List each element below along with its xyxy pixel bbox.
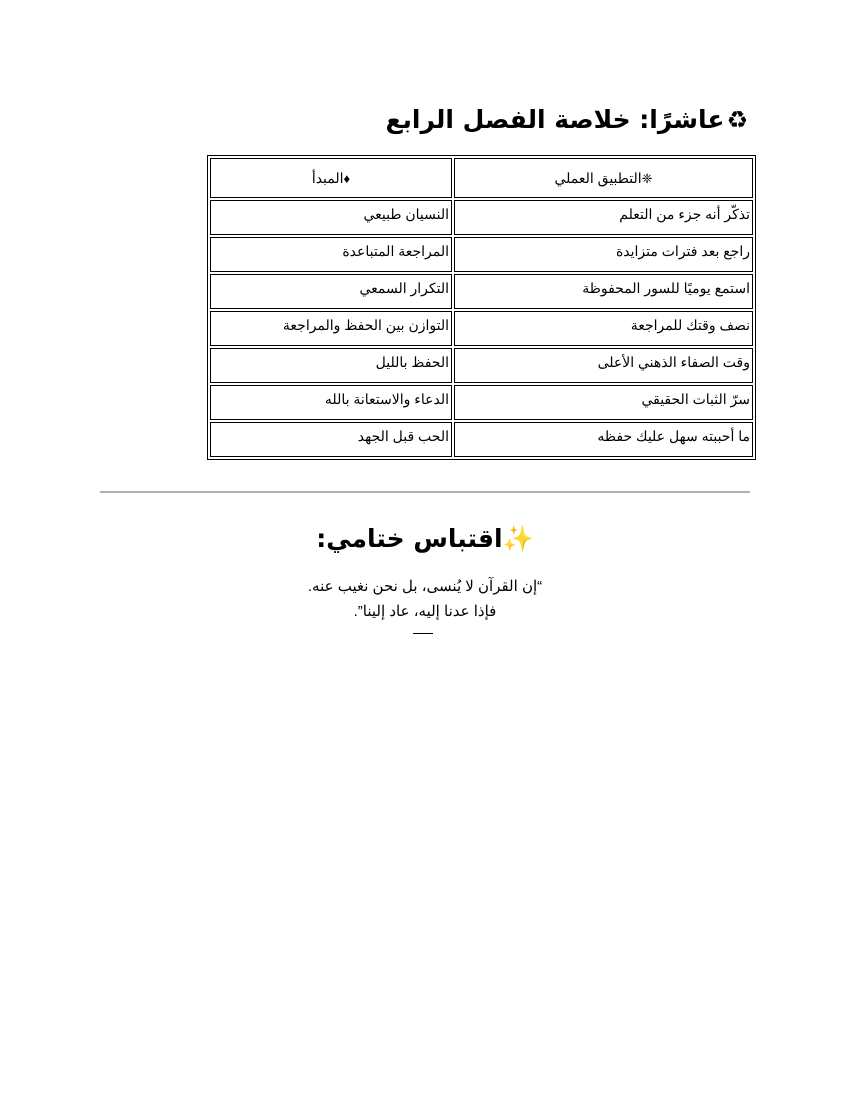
table-row [210,385,753,420]
header-principle [210,158,452,198]
practical-cell: وقت الصفاء الذهني الأعلى [454,348,753,383]
practical-cell: ما أحببته سهل عليك حفظه [454,422,753,457]
table-row [210,311,753,346]
horizontal-divider [100,491,750,493]
section-title-text: عاشرًا: خلاصة الفصل الرابع [385,105,725,134]
principle-cell: النسيان طبيعي [210,200,452,235]
table-row [210,348,753,383]
principle-cell: التوازن بين الحفظ والمراجعة [210,311,452,346]
quote-end-rule [413,633,433,634]
header-practical [454,158,753,198]
principle-cell: الحفظ بالليل [210,348,452,383]
summary-table [207,155,756,460]
table-row [210,422,753,457]
header-principle-label: المبدأ [311,169,344,186]
practical-cell: نصف وقتك للمراجعة [454,311,753,346]
sparkles-icon: ✨ [502,524,534,553]
section-title [148,100,748,140]
sparkle-icon: ❈ [641,170,653,186]
gem-icon: ♦ [343,170,351,186]
table-row [210,237,753,272]
practical-cell: استمع يوميًا للسور المحفوظة [454,274,753,309]
principle-cell: الحب قبل الجهد [210,422,452,457]
table-row [210,274,753,309]
header-practical-label: التطبيق العملي [554,169,642,186]
table-row [210,200,753,235]
closing-quote-title-text: اقتباس ختامي: [316,524,503,553]
principle-cell: الدعاء والاستعانة بالله [210,385,452,420]
closing-quote-line: فإذا عدنا إليه، عاد إلينا”. [353,603,497,620]
practical-cell: راجع بعد فترات متزايدة [454,237,753,272]
closing-quote-title [200,517,650,561]
table-header-row [210,158,753,198]
principle-cell: المراجعة المتباعدة [210,237,452,272]
closing-quote-line: “إن القرآن لا يُنسى، بل نحن نغيب عنه. [307,578,543,595]
practical-cell: سرّ الثبات الحقيقي [454,385,753,420]
practical-cell: تذكّر أنه جزء من التعلم [454,200,753,235]
principle-cell: التكرار السمعي [210,274,452,309]
recycle-arrows-icon: ♻ [726,106,748,134]
